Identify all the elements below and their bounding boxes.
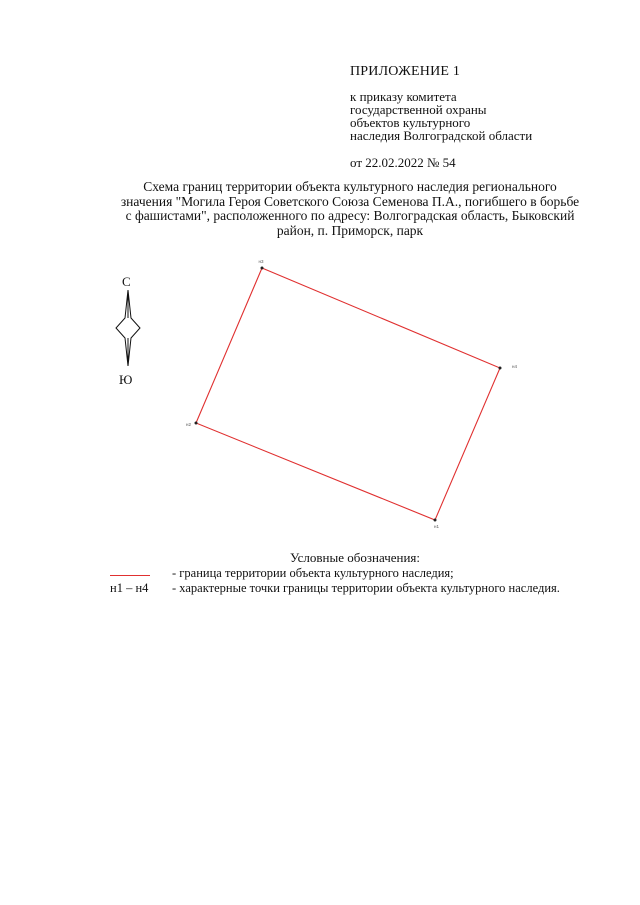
svg-text:н2: н2 bbox=[186, 422, 191, 427]
scheme-title-line: район, п. Приморск, парк bbox=[276, 222, 424, 238]
boundary-point bbox=[499, 364, 518, 370]
order-line: объектов культурного bbox=[350, 115, 471, 130]
compass-north-label: С bbox=[122, 274, 131, 289]
order-date: от 22.02.2022 № 54 bbox=[350, 155, 456, 170]
order-line: к приказу комитета bbox=[350, 89, 457, 104]
legend-points-description: - характерные точки границы территории объекта культурного наследия. bbox=[172, 581, 560, 595]
svg-text:н4: н4 bbox=[512, 364, 517, 369]
svg-text:н3: н3 bbox=[258, 259, 264, 264]
boundary-point bbox=[259, 259, 264, 270]
appendix-title: ПРИЛОЖЕНИЕ 1 bbox=[350, 64, 461, 79]
boundary-point bbox=[434, 519, 440, 530]
order-line: наследия Волгоградской области bbox=[350, 128, 533, 143]
legend-boundary-description: - граница территории объекта культурного наследия; bbox=[172, 566, 454, 580]
legend-title: Условные обозначения: bbox=[289, 550, 421, 565]
scheme-title-line: с фашистами", расположенного по адресу: Волгоградская область, Быковский bbox=[125, 208, 575, 224]
order-line: государственной охраны bbox=[350, 102, 487, 117]
legend-points-symbol: н1 – н4 bbox=[110, 581, 149, 595]
scheme-title-line: значения "Могила Героя Советского Союза Семенова П.А., погибшего в борьбе bbox=[120, 193, 580, 209]
legend-boundary-line bbox=[110, 575, 150, 576]
boundary-polygon bbox=[196, 268, 500, 520]
svg-text:н1: н1 bbox=[434, 524, 439, 529]
scheme-title-line: Схема границ территории объекта культурного наследия регионального bbox=[143, 179, 557, 194]
compass-south-label: Ю bbox=[119, 372, 133, 387]
boundary-point bbox=[186, 422, 198, 428]
